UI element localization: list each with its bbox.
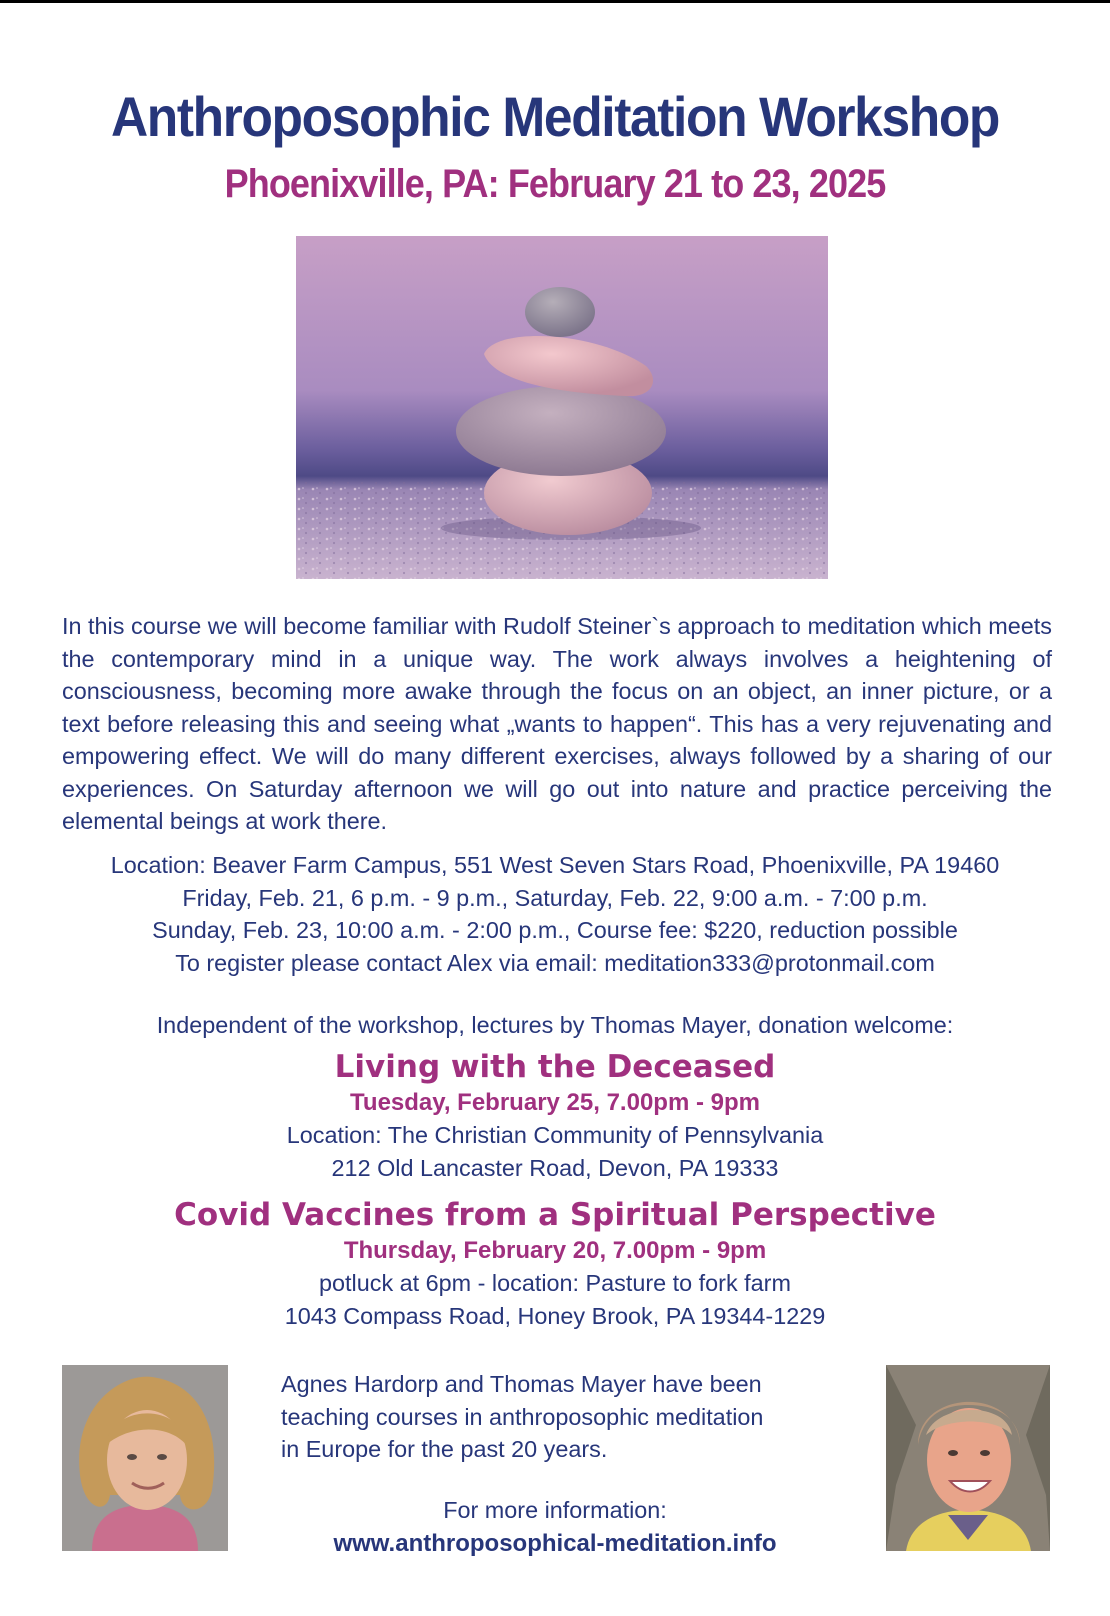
workshop-location: Location: Beaver Farm Campus, 551 West Seven Stars Road, Phoenixville, PA 19460 [110, 852, 1000, 878]
lecture-location: potluck at 6pm - location: Pasture to fork farm [319, 1270, 791, 1296]
lecture-title: Living with the Deceased [334, 1049, 776, 1085]
more-info-label: For more information: [443, 1497, 667, 1523]
portrait-thomas-mayer [886, 1365, 1050, 1551]
lecture-date: Tuesday, February 25, 7.00pm - 9pm [350, 1089, 760, 1116]
bio-line: in Europe for the past 20 years. [281, 1436, 608, 1462]
page-title: Anthroposophic Meditation Workshop [110, 85, 1000, 148]
top-border [0, 0, 1110, 3]
lecture-title: Covid Vaccines from a Spiritual Perspective [174, 1197, 936, 1233]
lectures-intro: Independent of the workshop, lectures by Thomas Mayer, donation welcome: [156, 1012, 954, 1038]
website-link[interactable]: www.anthroposophical-meditation.info [333, 1530, 777, 1557]
lecture-block [0, 1047, 1110, 1184]
register-contact: To register please contact Alex via email: meditation333@protonmail.com [175, 949, 935, 976]
page-subtitle: Phoenixville, PA: February 21 to 23, 2025 [224, 162, 886, 206]
instructors-bio [281, 1368, 841, 1466]
lecture-block [0, 1195, 1110, 1332]
workshop-schedule-line-1: Friday, Feb. 21, 6 p.m. - 9 p.m., Saturday, Feb. 22, 9:00 a.m. - 7:00 p.m. [182, 884, 928, 911]
bio-line: teaching courses in anthroposophic meditation [281, 1403, 764, 1430]
lecture-location: Location: The Christian Community of Pennsylvania [286, 1122, 824, 1148]
intro-paragraph: In this course we will become familiar with Rudolf Steiner`s approach to meditation which meets the contemporary mind in a unique way. The work always involves a heightening of consciousness, becoming more awake through the focus on an object, an inner picture, or a text before releasing this and seeing what „wants to happen“. This has a very rejuvenating and empowering effect. We will do many different exercises, always followed by a sharing of our experiences. On Saturday afternoon we will go out into nature and practice perceiving the elemental beings at work there. [62, 613, 1052, 834]
workshop-details [40, 849, 1070, 979]
lecture-address: 212 Old Lancaster Road, Devon, PA 19333 [331, 1154, 779, 1181]
workshop-schedule-line-2: Sunday, Feb. 23, 10:00 a.m. - 2:00 p.m., Course fee: $220, reduction possible [152, 917, 958, 943]
lecture-date: Thursday, February 20, 7.00pm - 9pm [343, 1237, 767, 1264]
lecture-address: 1043 Compass Road, Honey Brook, PA 19344-1229 [284, 1302, 826, 1329]
stacked-stones-photo [296, 236, 828, 579]
bio-line: Agnes Hardorp and Thomas Mayer have been [281, 1371, 762, 1397]
